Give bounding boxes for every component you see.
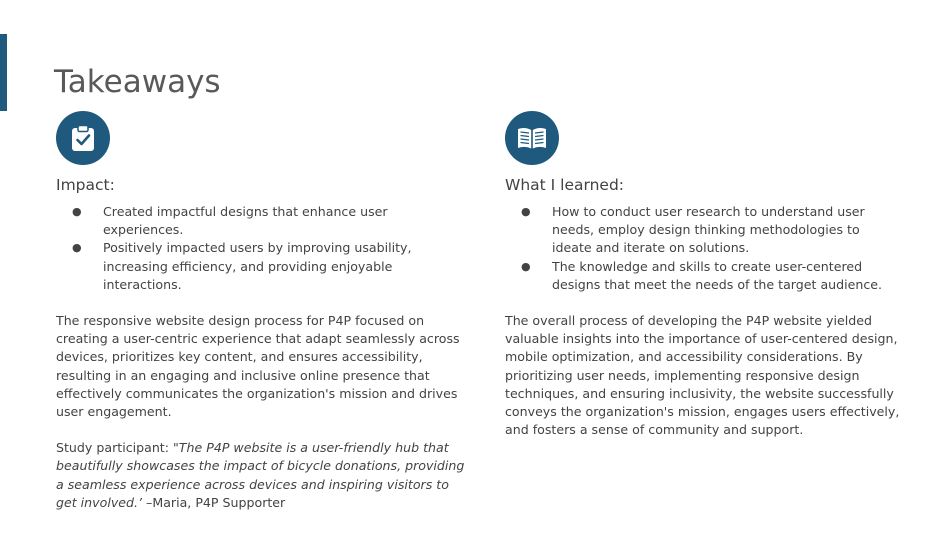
book-open-icon: [505, 111, 559, 165]
title-accent-bar: [0, 34, 7, 111]
quote-attribution: –Maria, P4P Supporter: [142, 494, 286, 510]
bullet-text: How to conduct user research to understand user needs, employ design thinking methodologies to ideate and iterate on solutions.: [552, 204, 865, 256]
participant-quote: [56, 439, 466, 512]
quote-prefix: Study participant:: [56, 440, 173, 456]
list-item: ● Created impactful designs that enhance user experiences.: [72, 204, 388, 238]
impact-paragraph: The responsive website design process for P4P focused on creating a user-centric experience that adapt seamlessly across devices, prioritizes key content, and ensures accessibility, resulting in an engaging and inclusive online presence that effectively communicates the organization's mission and drives user engagement.: [56, 313, 460, 420]
list-item: ● Positively impacted users by improving usability, increasing efficiency, and providing enjoyable interactions.: [72, 240, 412, 292]
learned-bullet-list: [505, 203, 900, 294]
list-item: ● How to conduct user research to understand user needs, employ design thinking methodologies to ideate and iterate on solutions.: [521, 204, 865, 256]
bullet-text: Created impactful designs that enhance user experiences.: [103, 204, 388, 238]
page-title: Takeaways: [54, 64, 221, 100]
clipboard-check-icon: [56, 111, 110, 165]
impact-heading: Impact:: [56, 176, 115, 194]
learned-heading: What I learned:: [505, 176, 625, 194]
impact-column: [56, 111, 466, 512]
bullet-text: Positively impacted users by improving usability, increasing efficiency, and providing enjoyable interactions.: [103, 240, 412, 292]
learned-paragraph: The overall process of developing the P4P website yielded valuable insights into the importance of user-centered design, mobile optimization, and accessibility considerations. By prioritizing user needs, implementing responsive design techniques, and ensuring inclusivity, the website successfully conveys the organization's mission, engages users effectively, and fosters a sense of community and support.: [505, 313, 900, 438]
list-item: ● The knowledge and skills to create user-centered designs that meet the needs of the target audience.: [521, 258, 883, 292]
quote-text: "The P4P website is a user-friendly hub that beautifully showcases the impact of bicycle donations, providing a seamless experience across devices and inspiring visitors to get involved.’: [56, 440, 465, 510]
bullet-text: The knowledge and skills to create user-centered designs that meet the needs of the target audience.: [552, 258, 883, 292]
learned-column: [505, 111, 900, 439]
impact-bullet-list: [56, 203, 466, 294]
